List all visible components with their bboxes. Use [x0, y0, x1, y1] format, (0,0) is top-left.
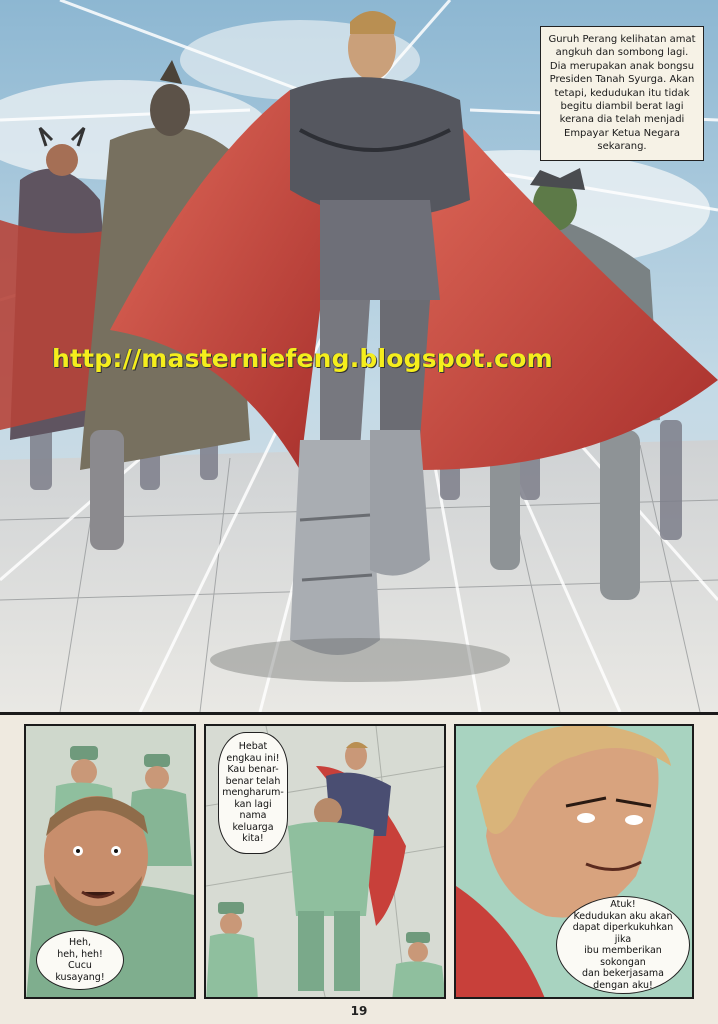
- panel-grandfather: [24, 724, 196, 999]
- speech-line: keluarga: [232, 821, 274, 833]
- caption-line: angkuh dan sombong lagi.: [555, 47, 689, 59]
- panel-embrace: [204, 724, 446, 999]
- caption-line: tetapi, kedudukan itu tidak: [554, 87, 690, 99]
- speech-line: kan lagi nama: [234, 798, 272, 822]
- speech-line: dengan aku!: [593, 979, 653, 991]
- speech-line: Kau benar-: [227, 764, 279, 776]
- caption-line: Guruh Perang kelihatan amat: [548, 34, 696, 45]
- caption-line: Dia merupakan anak bongsu: [549, 60, 695, 72]
- panel-hero-closeup: [454, 724, 694, 999]
- speech-line: heh, heh! Cucu: [57, 948, 103, 971]
- caption-line: Presiden Tanah Syurga. Akan: [549, 74, 695, 86]
- speech-line: ibu memberikan sokongan: [584, 945, 662, 968]
- speech-line: mengharum-: [222, 787, 284, 799]
- speech-line: Hebat: [238, 741, 268, 753]
- speech-line: engkau ini!: [226, 752, 280, 764]
- caption-line: begitu diambil berat lagi: [560, 101, 684, 113]
- hero-shadow: [210, 638, 510, 682]
- speech-line: kusayang!: [55, 971, 105, 983]
- narration-caption: [540, 26, 704, 161]
- speech-line: kita!: [242, 833, 264, 845]
- caption-line: kerana dia telah menjadi: [559, 114, 685, 126]
- watermark-url: http://masterniefeng.blogspot.com: [52, 344, 553, 373]
- caption-line: sekarang.: [597, 141, 647, 153]
- caption-line: Empayar Ketua Negara: [564, 127, 680, 139]
- speech-bubble-hero: [556, 896, 690, 994]
- page-number: 19: [350, 1004, 368, 1018]
- speech-line: Heh,: [68, 937, 92, 948]
- speech-line: benar telah: [225, 775, 281, 787]
- speech-line: Kedudukan aku akan: [573, 910, 673, 922]
- speech-bubble-grandfather: [36, 930, 124, 990]
- speech-line: Atuk!: [610, 899, 636, 910]
- speech-bubble-praise: [218, 732, 288, 854]
- speech-line: dapat diperkukuhkan jika: [572, 922, 674, 945]
- speech-line: dan bekerjasama: [582, 968, 664, 979]
